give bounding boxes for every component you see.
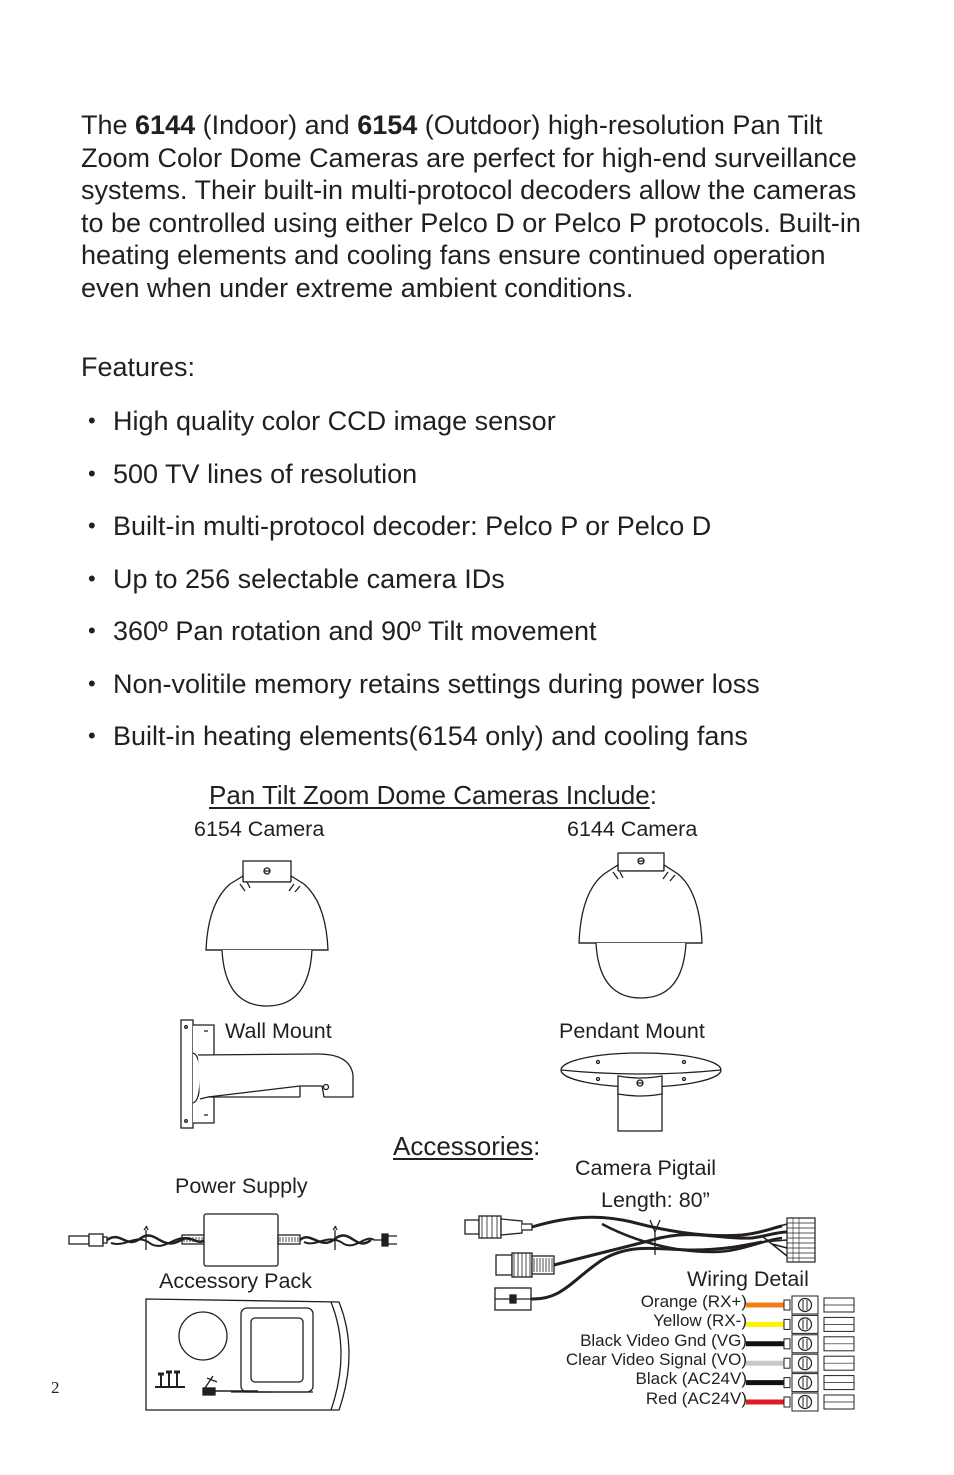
terminal-clamp [784, 1339, 790, 1349]
camera-6154-label: 6154 Camera [194, 817, 325, 841]
bullet-icon: • [88, 565, 96, 591]
wire-label-video-signal: Clear Video Signal (VO) [565, 1350, 747, 1369]
camera-6144-label: 6144 Camera [567, 817, 698, 841]
wire-label-red-ac: Red (AC24V) [645, 1389, 747, 1408]
list-item [88, 404, 760, 457]
terminal-block-icon [746, 1293, 858, 1409]
wire-label-video-gnd: Black Video Gnd (VG) [580, 1331, 747, 1350]
camera-pigtail-label: Camera Pigtail [575, 1156, 716, 1180]
bullet-icon: • [88, 723, 96, 748]
wire-label-black-ac: Black (AC24V) [635, 1369, 747, 1388]
wiring-detail-label: Wiring Detail [687, 1267, 809, 1291]
bullet-icon: • [88, 408, 96, 433]
model-indoor: 6144 [135, 110, 196, 140]
pendant-mount-label: Pendant Mount [559, 1019, 705, 1043]
list-item [88, 614, 760, 667]
power-supply-icon [66, 1210, 400, 1270]
intro-text: The [81, 110, 136, 140]
includes-title-colon: : [649, 780, 657, 810]
model-outdoor: 6154 [357, 110, 418, 140]
accessory-pack-label: Accessory Pack [159, 1269, 312, 1293]
dome-camera-6154-icon [200, 858, 340, 1010]
feature-text: Built-in heating elements(6154 only) and cooling fans [113, 721, 748, 751]
feature-text: Up to 256 selectable camera IDs [113, 563, 505, 594]
terminal-screw-icon [799, 1299, 812, 1312]
list-item [88, 509, 760, 562]
feature-text: Non-volitile memory retains settings during power loss [113, 668, 760, 699]
intro-text: (Outdoor) high-resolution Pan Tilt Zoom Color Dome Cameras are perfect for high-end surveillance systems. Their built-in multi-protocol decoders allow the cameras to be controlled using either Pelco D or Pelco P protocols. Built-in heating elements and cooling fans ensure continued operation even when under extreme ambient conditions. [81, 110, 861, 303]
accessories-title-colon: : [533, 1131, 541, 1161]
wall-mount-icon [178, 1017, 358, 1133]
bullet-icon: • [88, 460, 96, 486]
accessories-title [393, 1131, 540, 1162]
feature-text: 360º Pan rotation and 90º Tilt movement [113, 616, 597, 646]
intro-paragraph [81, 109, 881, 304]
terminal-screw-icon [799, 1318, 812, 1331]
page-number: 2 [51, 1378, 60, 1397]
pendant-mount-icon [558, 1050, 726, 1134]
list-item [88, 667, 760, 720]
accessories-title-text: Accessories [393, 1131, 534, 1161]
wall-mount-label: Wall Mount [225, 1019, 332, 1043]
list-item [88, 562, 760, 615]
feature-text: 500 TV lines of resolution [113, 458, 418, 489]
features-heading: Features: [81, 352, 196, 382]
list-item [88, 719, 760, 772]
terminal-clamp [784, 1300, 790, 1310]
features-list [88, 404, 760, 772]
terminal-screw-icon [799, 1337, 812, 1350]
intro-text: (Indoor) and [195, 110, 358, 140]
wire-label-orange: Orange (RX+) [640, 1292, 747, 1311]
bullet-icon: • [88, 513, 96, 538]
terminal-screw-icon [799, 1357, 812, 1370]
terminal-clamp [784, 1378, 790, 1388]
list-item [88, 457, 760, 510]
feature-text: Built-in multi-protocol decoder: Pelco P or Pelco D [113, 511, 712, 541]
power-supply-label: Power Supply [175, 1174, 308, 1198]
terminal-screw-icon [799, 1376, 812, 1389]
terminal-clamp [784, 1358, 790, 1368]
dome-camera-6144-icon [576, 850, 708, 1002]
pigtail-length-label: Length: 80” [601, 1188, 710, 1212]
wire-label-yellow: Yellow (RX-) [653, 1311, 747, 1330]
bullet-icon: • [88, 618, 96, 643]
terminal-clamp [784, 1319, 790, 1329]
accessory-pack-icon [143, 1296, 357, 1414]
includes-title-text: Pan Tilt Zoom Dome Cameras Include [209, 780, 650, 810]
terminal-clamp [784, 1397, 790, 1407]
bullet-icon: • [88, 670, 96, 696]
terminal-screw-icon [799, 1396, 812, 1409]
includes-title [209, 780, 657, 811]
feature-text: High quality color CCD image sensor [113, 406, 556, 436]
